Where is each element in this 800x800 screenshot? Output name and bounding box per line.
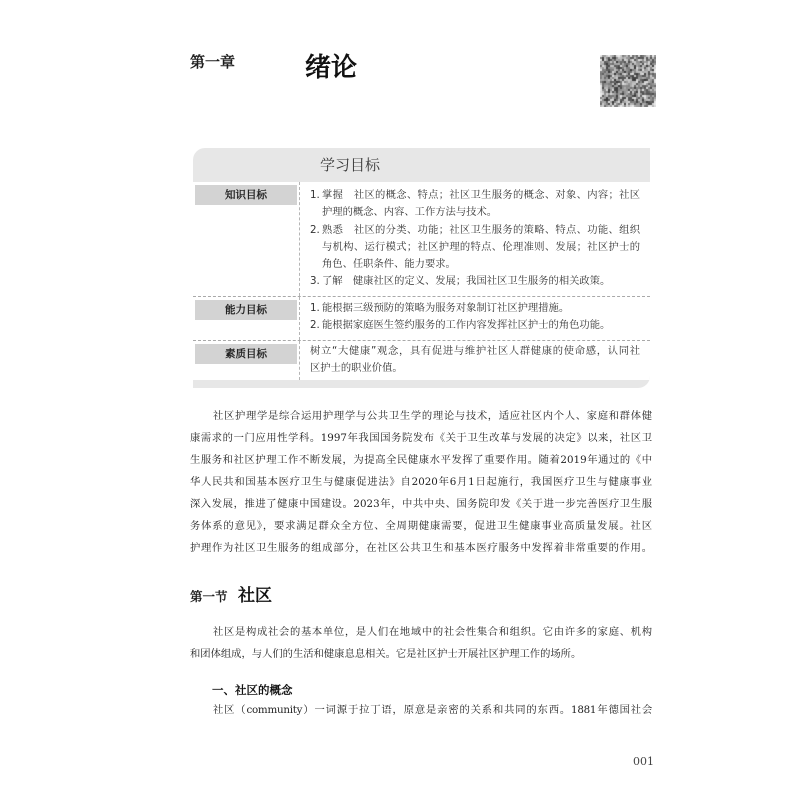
item-text-line: 能根据家庭医生签约服务的工作内容发挥社区护士的角色功能。 — [322, 319, 611, 332]
objective-row-ability — [193, 296, 650, 340]
objective-label-ability: 能力目标 — [195, 300, 297, 320]
item-text-line: 掌握 社区的概念、特点；社区卫生服务的概念、对象、内容；社区 — [322, 189, 640, 201]
paragraph-line: 社区护理学是综合运用护理学与公共卫生学的理论与技术，适应社区内个人、家庭和群体健 — [213, 410, 652, 422]
subsection-paragraph — [190, 699, 652, 721]
item-text-line: 能根据三级预防的策略为服务对象制订社区护理措施。 — [322, 302, 570, 314]
learning-objectives-panel — [193, 148, 650, 388]
item-text-line: 区护士的职业价值。 — [310, 362, 403, 375]
section-title: 社区 — [238, 586, 272, 606]
item-number: 2. — [310, 223, 320, 236]
objective-content-quality — [310, 343, 640, 378]
paragraph-line: 和团体组成，与人们的生活和健康息息相关。它是社区护士开展社区护理工作的场所。 — [190, 648, 582, 660]
objective-item — [310, 317, 640, 334]
paragraph-line: 护理作为社区卫生服务的组成部分，在社区公共卫生和基本医疗服务中发挥着非常重要的作用。 — [190, 542, 652, 554]
item-number: 1. — [310, 189, 320, 201]
paragraph-line: 华人民共和国基本医疗卫生与健康促进法》自2020年6月1日起施行，我国医疗卫生与健康事业 — [190, 476, 652, 488]
objective-item — [310, 300, 640, 317]
paragraph-line: 社区（community）一词源于拉丁语，原意是亲密的关系和共同的东西。1881年德国社会 — [213, 704, 652, 716]
objective-label-cell — [193, 341, 300, 380]
subsection-title: 一、社区的概念 — [212, 683, 293, 697]
paragraph-line: 务体系的意见》，要求满足群众全方位、全周期健康需要，促进卫生健康事业高质量发展。社区 — [190, 520, 652, 532]
item-text-line: 护理的概念、内容、工作方法与技术。 — [322, 206, 498, 219]
objective-item — [310, 222, 640, 274]
page-number: 001 — [633, 755, 654, 768]
section-paragraph — [190, 621, 652, 665]
paragraph-line: 社区是构成社会的基本单位，是人们在地域中的社会性集合和组织。它由许多的家庭、机构 — [213, 626, 652, 638]
objective-content-knowledge — [310, 187, 640, 291]
objective-label-quality: 素质目标 — [195, 344, 297, 364]
item-number: 2. — [310, 319, 320, 332]
item-text-line: 角色、任职条件、能力要求。 — [322, 258, 456, 271]
learning-objectives-title: 学习目标 — [320, 156, 381, 174]
paragraph-line: 生服务和社区护理工作不断发展，为提高全民健康水平发挥了重要作用。随着2019年通过的《中 — [190, 454, 652, 466]
paragraph-line: 康需求的一门应用性学科。1997年我国国务院发布《关于卫生改革与发展的决定》以来，社区卫 — [190, 432, 652, 444]
objective-row-quality — [193, 340, 650, 380]
item-text-line: 了解 健康社区的定义、发展；我国社区卫生服务的相关政策。 — [322, 275, 611, 288]
objective-item — [310, 273, 640, 290]
objective-row-knowledge — [193, 182, 650, 296]
paragraph-line: 深入发展，推进了健康中国建设。2023年，中共中央、国务院印发《关于进一步完善医疗卫生服 — [190, 498, 652, 510]
item-text-line: 与机构、运行模式；社区护理的特点、伦理准则、发展；社区护士的 — [322, 240, 640, 253]
learning-objectives-header — [193, 148, 650, 182]
objective-label-cell — [193, 297, 300, 340]
learning-objectives-table — [193, 182, 650, 380]
item-number: 3. — [310, 275, 320, 288]
chapter-label: 第一章 — [190, 53, 236, 71]
section-label: 第一节 — [190, 589, 228, 604]
objective-label-cell — [193, 182, 300, 296]
objective-label-knowledge: 知识目标 — [195, 185, 297, 205]
chapter-title: 绪论 — [305, 53, 358, 83]
intro-paragraph — [190, 405, 652, 559]
objective-content-ability — [310, 300, 640, 335]
item-text-line: 树立“大健康”观念，具有促进与维护社区人群健康的使命感，认同社 — [310, 345, 640, 357]
item-number: 1. — [310, 302, 320, 314]
item-text-line: 熟悉 社区的分类、功能；社区卫生服务的策略、特点、功能、组织 — [322, 223, 640, 236]
qr-code — [600, 55, 656, 107]
objective-item — [310, 187, 640, 222]
